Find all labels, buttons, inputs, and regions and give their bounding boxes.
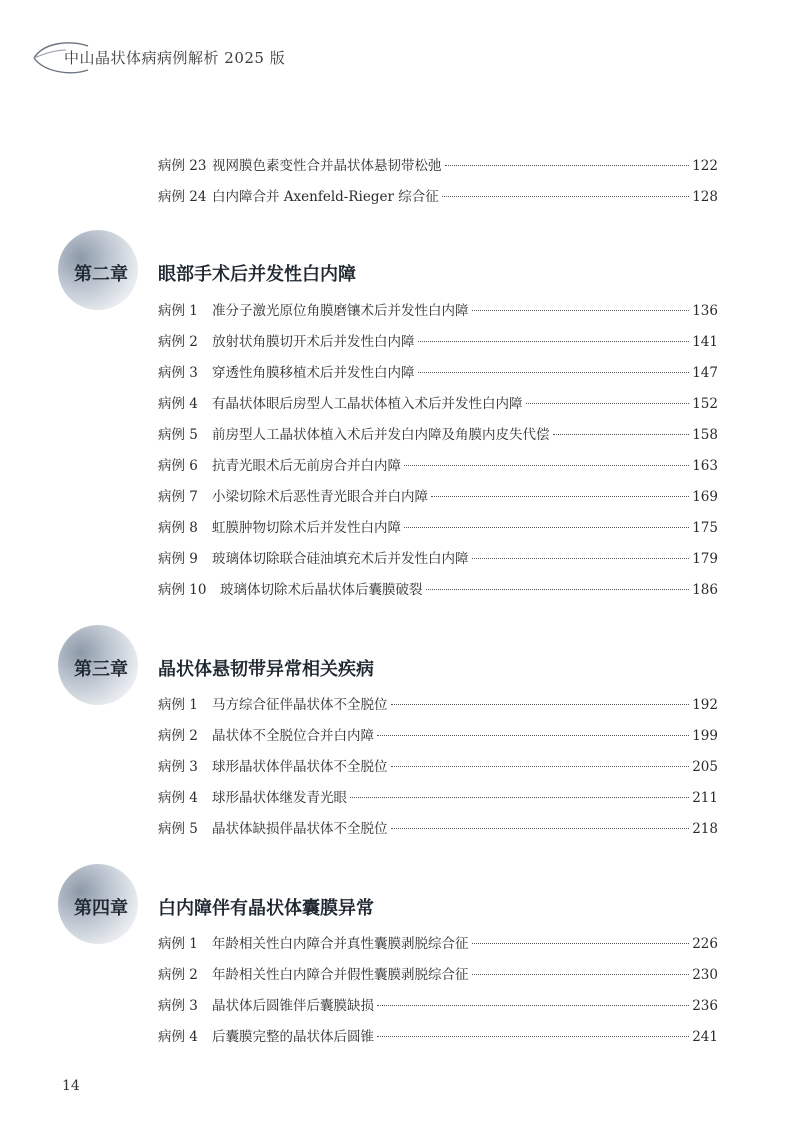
case-title: 抗青光眼术后无前房合并白内障 — [212, 458, 401, 474]
page-ref: 147 — [692, 365, 718, 381]
dot-leader — [350, 797, 689, 798]
book-title: 中山晶状体病病例解析 2025 版 — [64, 49, 286, 67]
toc-entry[interactable] — [158, 423, 718, 445]
case-title: 视网膜色素变性合并晶状体悬韧带松弛 — [212, 158, 442, 174]
case-number: 病例 4 — [158, 790, 198, 806]
page-ref: 199 — [692, 728, 718, 744]
toc-entry[interactable] — [158, 724, 718, 746]
page-ref: 226 — [692, 936, 718, 952]
chapter-label: 第三章 — [74, 659, 128, 680]
chapter-heading[interactable] — [58, 230, 738, 310]
page-ref: 192 — [692, 697, 718, 713]
dot-leader — [391, 704, 690, 705]
case-number: 病例 1 — [158, 697, 198, 713]
case-title: 晶状体缺损伴晶状体不全脱位 — [212, 821, 388, 837]
case-number: 病例 23 — [158, 158, 207, 174]
case-title: 准分子激光原位角膜磨镶术后并发性白内障 — [212, 303, 469, 319]
case-title: 后囊膜完整的晶状体后圆锥 — [212, 1029, 374, 1045]
dot-leader — [472, 974, 690, 975]
toc-entry[interactable] — [158, 361, 718, 383]
case-number: 病例 2 — [158, 967, 198, 983]
case-number: 病例 3 — [158, 365, 198, 381]
dot-leader — [377, 735, 689, 736]
case-title: 玻璃体切除联合硅油填充术后并发性白内障 — [212, 551, 469, 567]
page-ref: 175 — [692, 520, 718, 536]
dot-leader — [391, 766, 690, 767]
case-title: 虹膜肿物切除术后并发性白内障 — [212, 520, 401, 536]
dot-leader — [418, 341, 690, 342]
case-title: 有晶状体眼后房型人工晶状体植入术后并发性白内障 — [212, 396, 523, 412]
chapter-label: 第二章 — [74, 264, 128, 285]
dot-leader — [472, 943, 690, 944]
toc-entry[interactable] — [158, 994, 718, 1016]
case-title: 晶状体不全脱位合并白内障 — [212, 728, 374, 744]
case-title: 白内障合并 Axenfeld-Rieger 综合征 — [212, 189, 439, 205]
page-ref: 211 — [692, 790, 718, 806]
toc-entry[interactable] — [158, 693, 718, 715]
page-ref: 236 — [692, 998, 718, 1014]
case-title: 晶状体后圆锥伴后囊膜缺损 — [212, 998, 374, 1014]
case-number: 病例 2 — [158, 728, 198, 744]
case-title: 球形晶状体伴晶状体不全脱位 — [212, 759, 388, 775]
dot-leader — [431, 496, 689, 497]
page-ref: 218 — [692, 821, 718, 837]
dot-leader — [526, 403, 690, 404]
dot-leader — [445, 165, 690, 166]
toc-entry[interactable] — [158, 485, 718, 507]
case-title: 穿透性角膜移植术后并发性白内障 — [212, 365, 415, 381]
case-title: 马方综合征伴晶状体不全脱位 — [212, 697, 388, 713]
case-title: 球形晶状体继发青光眼 — [212, 790, 347, 806]
dot-leader — [426, 589, 690, 590]
case-number: 病例 6 — [158, 458, 198, 474]
dot-leader — [418, 372, 690, 373]
toc-entry[interactable] — [158, 817, 718, 839]
page-ref: 163 — [692, 458, 718, 474]
case-number: 病例 4 — [158, 396, 198, 412]
case-title: 前房型人工晶状体植入术后并发白内障及角膜内皮失代偿 — [212, 427, 550, 443]
toc-entry[interactable] — [158, 392, 718, 414]
case-title: 小梁切除术后恶性青光眼合并白内障 — [212, 489, 428, 505]
page-ref: 128 — [692, 189, 718, 205]
dot-leader — [377, 1036, 689, 1037]
chapter-title: 晶状体悬韧带异常相关疾病 — [158, 659, 374, 680]
dot-leader — [404, 527, 689, 528]
dot-leader — [377, 1005, 689, 1006]
case-number: 病例 7 — [158, 489, 198, 505]
chapter-title: 眼部手术后并发性白内障 — [158, 264, 356, 285]
page-ref: 136 — [692, 303, 718, 319]
case-number: 病例 2 — [158, 334, 198, 350]
dot-leader — [391, 828, 690, 829]
case-number: 病例 1 — [158, 936, 198, 952]
dot-leader — [553, 434, 690, 435]
dot-leader — [442, 196, 690, 197]
page-ref: 230 — [692, 967, 718, 983]
toc-entry[interactable] — [158, 578, 718, 600]
toc-entry[interactable] — [158, 963, 718, 985]
page-ref: 179 — [692, 551, 718, 567]
case-number: 病例 1 — [158, 303, 198, 319]
case-number: 病例 3 — [158, 998, 198, 1014]
case-number: 病例 24 — [158, 189, 207, 205]
case-number: 病例 8 — [158, 520, 198, 536]
chapter-label: 第四章 — [74, 898, 128, 919]
case-number: 病例 5 — [158, 821, 198, 837]
toc-entry[interactable] — [158, 786, 718, 808]
toc-entry[interactable] — [158, 185, 718, 207]
case-title: 年龄相关性白内障合并假性囊膜剥脱综合征 — [212, 967, 469, 983]
toc-entry[interactable] — [158, 299, 718, 321]
toc-entry[interactable] — [158, 154, 718, 176]
case-number: 病例 9 — [158, 551, 198, 567]
dot-leader — [472, 558, 690, 559]
page-ref: 169 — [692, 489, 718, 505]
chapter-title: 白内障伴有晶状体囊膜异常 — [158, 898, 374, 919]
case-number: 病例 10 — [158, 582, 207, 598]
page-ref: 158 — [692, 427, 718, 443]
page-ref: 122 — [692, 158, 718, 174]
case-title: 年龄相关性白内障合并真性囊膜剥脱综合征 — [212, 936, 469, 952]
page-ref: 152 — [692, 396, 718, 412]
page-ref: 141 — [692, 334, 718, 350]
toc-entry[interactable] — [158, 755, 718, 777]
running-header — [30, 36, 430, 80]
toc-entry[interactable] — [158, 516, 718, 538]
case-title: 放射状角膜切开术后并发性白内障 — [212, 334, 415, 350]
page-number: 14 — [62, 1078, 80, 1094]
case-number: 病例 3 — [158, 759, 198, 775]
case-number: 病例 4 — [158, 1029, 198, 1045]
page-ref: 186 — [692, 582, 718, 598]
toc-entry[interactable] — [158, 330, 718, 352]
toc-entry[interactable] — [158, 932, 718, 954]
dot-leader — [404, 465, 689, 466]
page-ref: 205 — [692, 759, 718, 775]
toc-entry[interactable] — [158, 1025, 718, 1047]
toc-entry[interactable] — [158, 454, 718, 476]
case-number: 病例 5 — [158, 427, 198, 443]
toc-entry[interactable] — [158, 547, 718, 569]
page-ref: 241 — [692, 1029, 718, 1045]
dot-leader — [472, 310, 690, 311]
case-title: 玻璃体切除术后晶状体后囊膜破裂 — [220, 582, 423, 598]
